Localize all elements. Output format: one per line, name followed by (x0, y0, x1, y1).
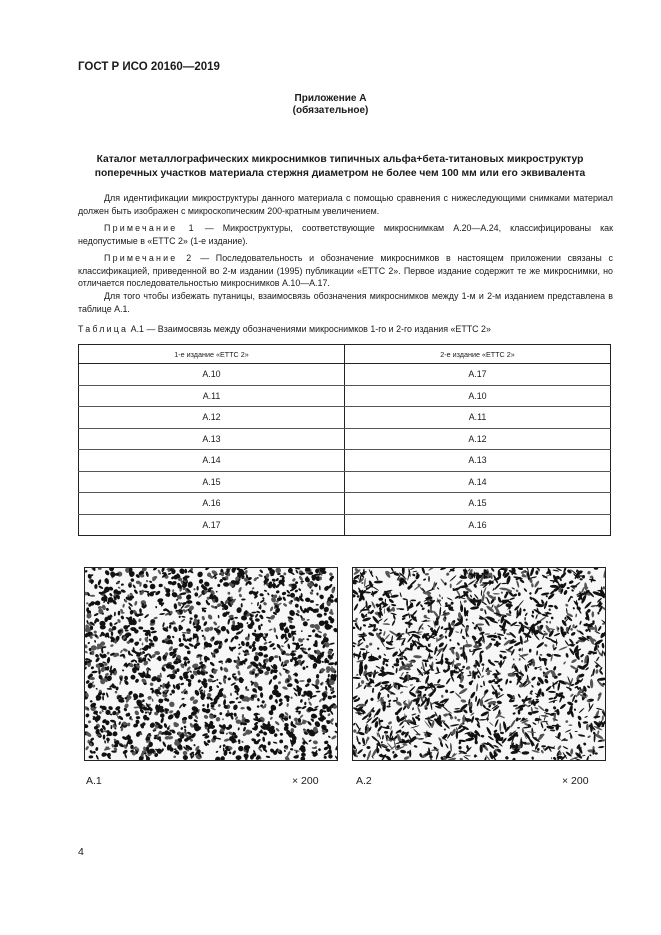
table-row (79, 407, 611, 429)
cell-first-edition: А.16 (79, 493, 345, 515)
note-1-text: — Микроструктуры, соответствующие микроснимкам А.20—А.24, классифицированы как недопустимые в «ЕТТС 2» (1-е издание). (78, 223, 613, 246)
cell-second-edition: А.16 (345, 514, 611, 536)
table-row (79, 471, 611, 493)
note-1 (78, 222, 613, 247)
cell-second-edition: А.12 (345, 428, 611, 450)
table-header-row (79, 345, 611, 364)
appendix-title: Приложение А (294, 93, 367, 104)
figure-a2-label: А.2 (356, 775, 372, 787)
table-row (79, 450, 611, 472)
note-2-text: — Последовательность и обозначение микроснимков в настоящем приложении связаны с классификацией, приведенной во 2-м издании (1995) публикации «ЕТТС 2». Первое издание содержит те же микроснимки, но отличается последовательностью микроснимков А.10—А.17. (78, 253, 613, 288)
header-first-edition: 1-е издание «ЕТТС 2» (79, 345, 345, 364)
cell-second-edition: А.15 (345, 493, 611, 515)
cell-second-edition: А.13 (345, 450, 611, 472)
page-number: 4 (78, 846, 84, 858)
relation-paragraph (78, 290, 613, 315)
table-row (79, 385, 611, 407)
note-1-label: Примечание 1 (104, 223, 196, 233)
cell-second-edition: А.14 (345, 471, 611, 493)
cell-first-edition: А.17 (79, 514, 345, 536)
relation-text: Для того чтобы избежать путаницы, взаимосвязь обозначения микроснимков между 1-м и 2-м изданием представлена в таблице А.1. (78, 291, 613, 314)
intro-text: Для идентификации микроструктуры данного материала с помощью сравнения с нижеследующими снимками материал должен быть изображен с микроскопическим 200-кратным увеличением. (78, 193, 613, 216)
table-caption-text: А.1 — Взаимосвязь между обозначениями микроснимков 1-го и 2-го издания «ЕТТС 2» (128, 324, 491, 334)
catalog-title-line-1: Каталог металлографических микроснимков типичных альфа+бета-титановых микроструктур (96, 154, 584, 165)
standard-code: ГОСТ Р ИСО 20160—2019 (78, 61, 220, 73)
note-2-label: Примечание 2 (104, 253, 194, 263)
cell-second-edition: А.11 (345, 407, 611, 429)
table-row (79, 514, 611, 536)
table-caption (78, 324, 491, 334)
table-row (79, 493, 611, 515)
cell-first-edition: А.15 (79, 471, 345, 493)
note-2 (78, 252, 613, 290)
micrograph-a2 (352, 567, 606, 761)
table-row (79, 364, 611, 386)
micrograph-a2-image (353, 568, 605, 760)
cell-first-edition: А.13 (79, 428, 345, 450)
cell-first-edition: А.11 (79, 385, 345, 407)
cell-second-edition: А.17 (345, 364, 611, 386)
table-row (79, 428, 611, 450)
intro-paragraph (78, 192, 613, 217)
table-caption-label: Таблица (78, 324, 129, 334)
cell-first-edition: А.10 (79, 364, 345, 386)
cell-second-edition: А.10 (345, 385, 611, 407)
micrograph-a1-image (85, 568, 337, 760)
appendix-status: (обязательное) (292, 105, 369, 116)
correspondence-table (78, 344, 611, 536)
figure-a1-label: А.1 (86, 775, 102, 787)
cell-first-edition: А.14 (79, 450, 345, 472)
figure-a2-magnification: × 200 (562, 775, 589, 787)
catalog-title (70, 153, 610, 181)
catalog-title-line-2: поперечных участков материала стержня диаметром не более чем 100 мм или его эквивалента (94, 168, 586, 179)
cell-first-edition: А.12 (79, 407, 345, 429)
header-second-edition: 2-е издание «ЕТТС 2» (345, 345, 611, 364)
figure-a1-magnification: × 200 (292, 775, 319, 787)
micrograph-a1 (84, 567, 338, 761)
